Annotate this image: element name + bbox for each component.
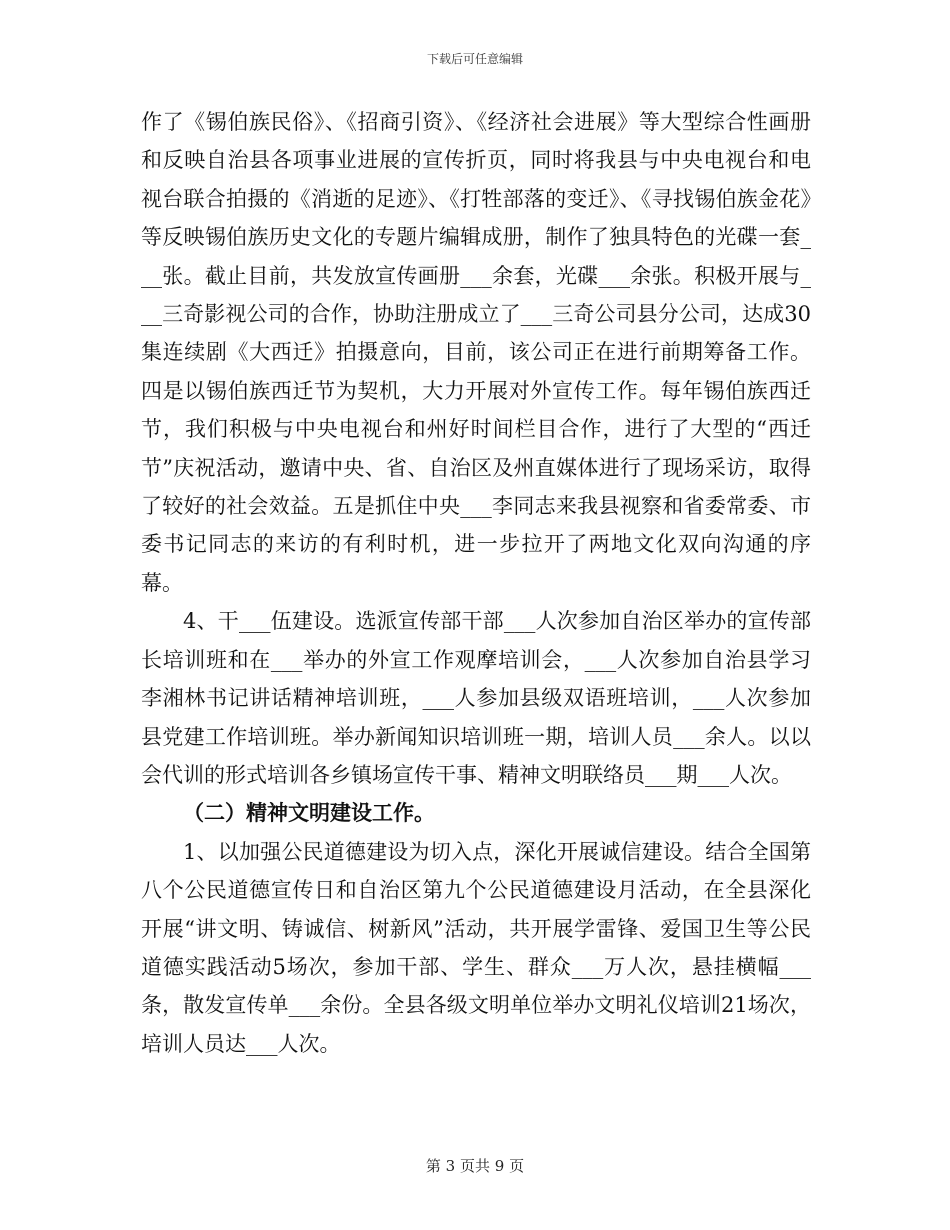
- paragraph-publicity-materials: 作了《锡伯族民俗》、《招商引资》、《经济社会进展》等大型综合性画册和反映自治县各项事业进展的宣传折页，同时将我县与中央电视台和电视台联合拍摄的《消逝的足迹》、《打牲部落的变迁》、《寻找锡伯族金花》等反映锡伯族历史文化的专题片编辑成册，制作了独具特色的光碟一套___张。截止目前，共发放宣传画册___余套，光碟___余张。积极开展与___三奇影视公司的合作，协助注册成立了___三奇公司县分公司，达成30集连续剧《大西迁》拍摄意向，目前，该公司正在进行前期筹备工作。四是以锡伯族西迁节为契机，大力开展对外宣传工作。每年锡伯族西迁节，我们积极与中央电视台和州好时间栏目合作，进行了大型的“西迁节”庆祝活动，邀请中央、省、自治区及州直媒体进行了现场采访，取得了较好的社会效益。五是抓住中央___李同志来我县视察和省委常委、市委书记同志的来访的有利时机，进一步拉开了两地文化双向沟通的序幕。: [141, 110, 811, 595]
- page-header: 下载后可任意编辑: [426, 52, 523, 66]
- section-heading-spiritual-civilization: （二）精神文明建设工作。: [183, 800, 435, 826]
- document-body: [141, 103, 811, 1063]
- paragraph-moral-construction: 1、以加强公民道德建设为切入点，深化开展诚信建设。结合全国第八个公民道德宣传日和自治区第九个公民道德建设月活动，在全县深化开展“讲文明、铸诚信、树新风”活动，共开展学雷锋、爱国卫生等公民道德实践活动5场次，参加干部、学生、群众___万人次，悬挂横幅___条，散发宣传单___余份。全县各级文明单位举办文明礼仪培训21场次，培训人员达___人次。: [141, 839, 811, 1056]
- paragraph-team-building: 4、干___伍建设。选派宣传部干部___人次参加自治区举办的宣传部长培训班和在___举办的外宣工作观摩培训会，___人次参加自治县学习李湘林书记讲话精神培训班，___人参加县级双语班培训，___人次参加县党建工作培训班。举办新闻知识培训班一期，培训人员___余人。以以会代训的形式培训各乡镇场宣传干事、精神文明联络员___期___人次。: [141, 609, 811, 787]
- page-footer: 第 3 页共 9 页: [425, 1157, 525, 1175]
